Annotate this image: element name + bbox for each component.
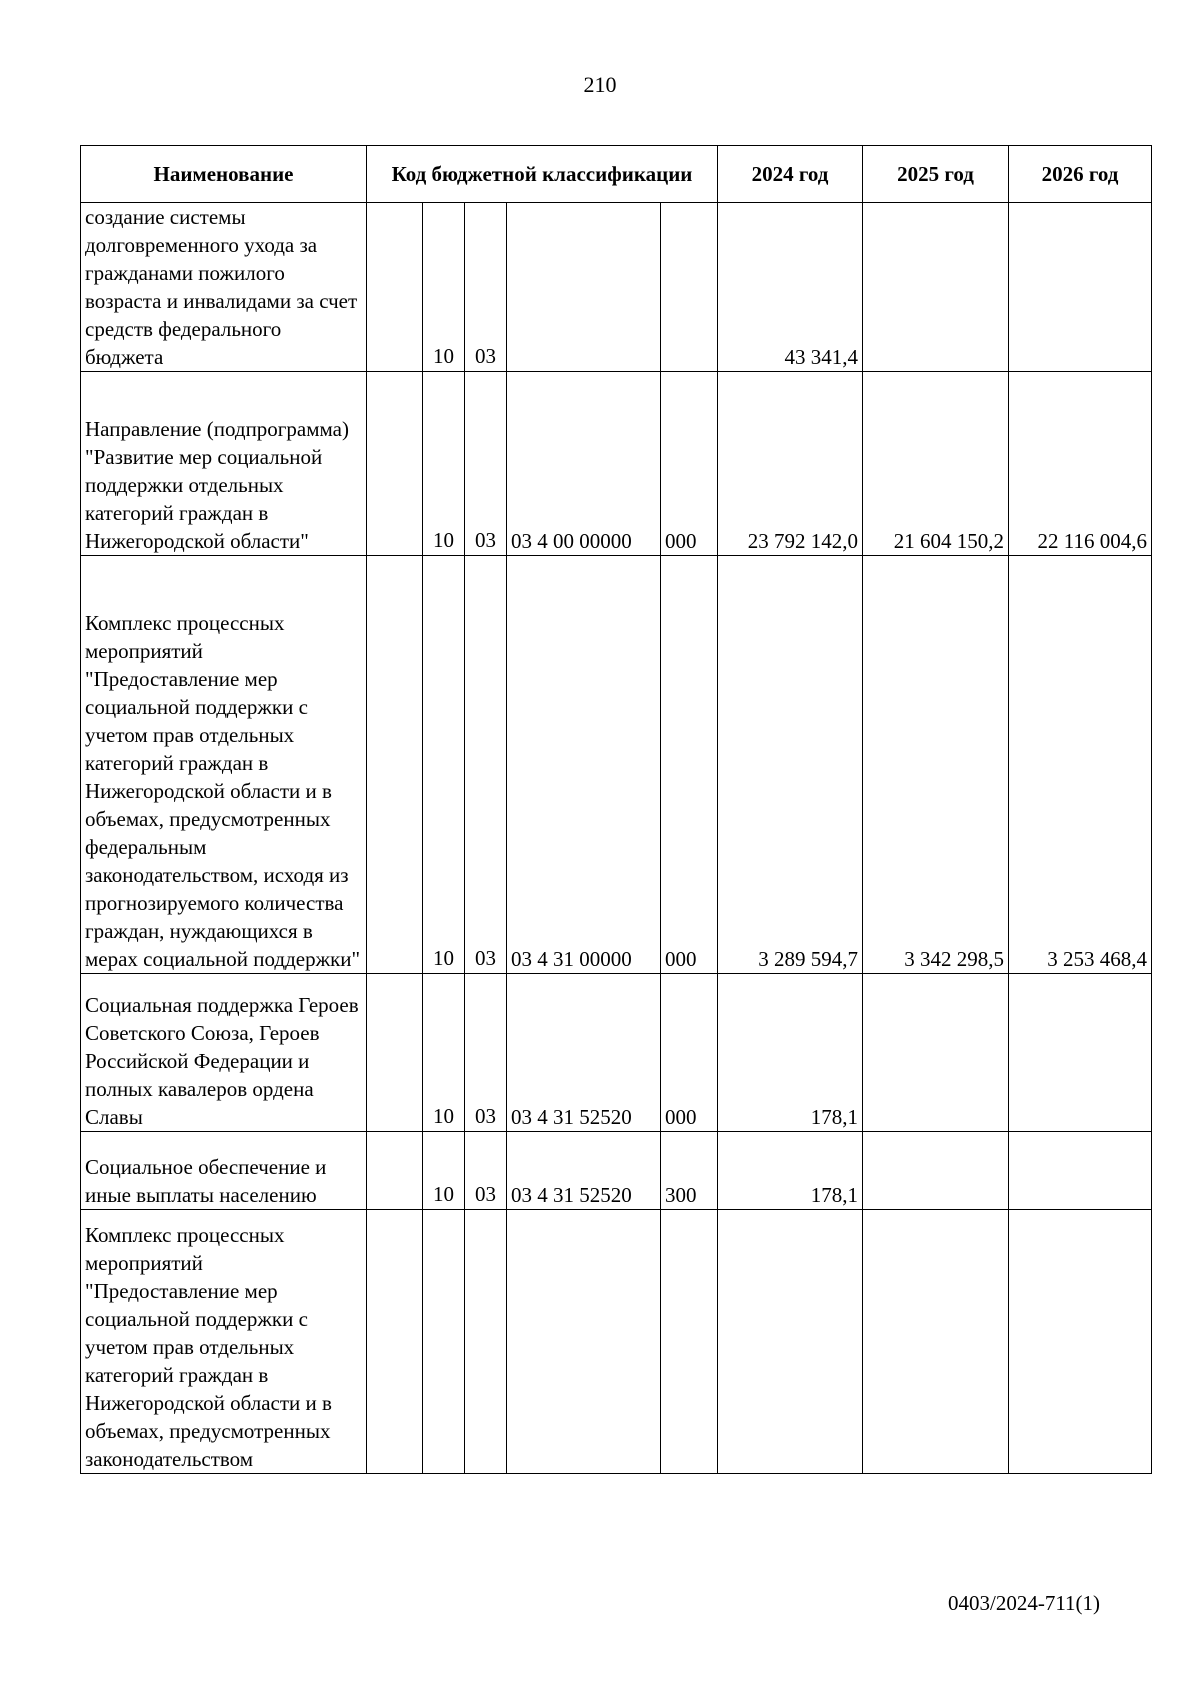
row-name: Комплекс процессных мероприятий "Предоставление мер социальной поддержки с учетом прав отдельных категорий граждан в Нижегородской области и в объемах, предусмотренных законодательством [81, 1210, 367, 1474]
row-value-2025 [863, 1132, 1009, 1210]
row-code-target: 03 4 31 52520 [507, 1132, 661, 1210]
header-2026: 2026 год [1009, 146, 1152, 203]
budget-table [80, 145, 1152, 1474]
row-code-1 [367, 372, 423, 556]
table-row [81, 974, 1152, 1132]
row-code-expense-type [661, 1210, 718, 1474]
row-code-expense-type: 000 [661, 974, 718, 1132]
row-value-2025 [863, 974, 1009, 1132]
row-code-1 [367, 556, 423, 974]
header-name: Наименование [81, 146, 367, 203]
header-2024: 2024 год [718, 146, 863, 203]
row-code-1 [367, 1132, 423, 1210]
row-code-section: 10 [423, 372, 465, 556]
row-value-2024: 23 792 142,0 [718, 372, 863, 556]
table-row [81, 1210, 1152, 1474]
row-value-2025 [863, 1210, 1009, 1474]
row-code-1 [367, 203, 423, 372]
row-code-section [423, 1210, 465, 1474]
row-code-section: 10 [423, 556, 465, 974]
row-code-subsection: 03 [465, 974, 507, 1132]
table-row [81, 556, 1152, 974]
row-code-subsection [465, 1210, 507, 1474]
table-header-row [81, 146, 1152, 203]
row-value-2025: 21 604 150,2 [863, 372, 1009, 556]
row-code-expense-type: 300 [661, 1132, 718, 1210]
table-row [81, 203, 1152, 372]
row-code-expense-type [661, 203, 718, 372]
row-code-target: 03 4 31 52520 [507, 974, 661, 1132]
row-code-target: 03 4 00 00000 [507, 372, 661, 556]
row-code-target: 03 4 31 00000 [507, 556, 661, 974]
row-code-expense-type: 000 [661, 372, 718, 556]
row-code-subsection: 03 [465, 556, 507, 974]
row-code-target [507, 1210, 661, 1474]
row-code-1 [367, 974, 423, 1132]
row-value-2024: 178,1 [718, 1132, 863, 1210]
row-value-2025 [863, 203, 1009, 372]
row-value-2026 [1009, 1132, 1152, 1210]
row-code-section: 10 [423, 974, 465, 1132]
row-value-2026 [1009, 974, 1152, 1132]
row-value-2024 [718, 1210, 863, 1474]
row-code-subsection: 03 [465, 1132, 507, 1210]
row-value-2024: 43 341,4 [718, 203, 863, 372]
row-code-expense-type: 000 [661, 556, 718, 974]
header-code: Код бюджетной классификации [367, 146, 718, 203]
header-2025: 2025 год [863, 146, 1009, 203]
row-value-2026: 22 116 004,6 [1009, 372, 1152, 556]
row-value-2026: 3 253 468,4 [1009, 556, 1152, 974]
row-code-1 [367, 1210, 423, 1474]
row-value-2026 [1009, 203, 1152, 372]
row-code-target [507, 203, 661, 372]
row-value-2024: 3 289 594,7 [718, 556, 863, 974]
document-code: 0403/2024-711(1) [948, 1591, 1101, 1615]
row-value-2025: 3 342 298,5 [863, 556, 1009, 974]
table-row [81, 1132, 1152, 1210]
row-name: Социальная поддержка Героев Советского Союза, Героев Российской Федерации и полных кавалеров ордена Славы [81, 974, 367, 1132]
row-value-2024: 178,1 [718, 974, 863, 1132]
row-code-subsection: 03 [465, 372, 507, 556]
row-name: создание системы долговременного ухода за гражданами пожилого возраста и инвалидами за счет средств федерального бюджета [81, 203, 367, 372]
row-value-2026 [1009, 1210, 1152, 1474]
row-code-section: 10 [423, 1132, 465, 1210]
table-row [81, 372, 1152, 556]
row-name: Социальное обеспечение и иные выплаты населению [81, 1132, 367, 1210]
row-code-section: 10 [423, 203, 465, 372]
row-name: Комплекс процессных мероприятий "Предоставление мер социальной поддержки с учетом прав отдельных категорий граждан в Нижегородской области и в объемах, предусмотренных федеральным законодательством, исходя из прогнозируемого количества граждан, нуждающихся в мерах социальной поддержки" [81, 556, 367, 974]
page-number: 210 [583, 72, 617, 97]
row-name: Направление (подпрограмма) "Развитие мер социальной поддержки отдельных категорий граждан в Нижегородской области" [81, 372, 367, 556]
row-code-subsection: 03 [465, 203, 507, 372]
